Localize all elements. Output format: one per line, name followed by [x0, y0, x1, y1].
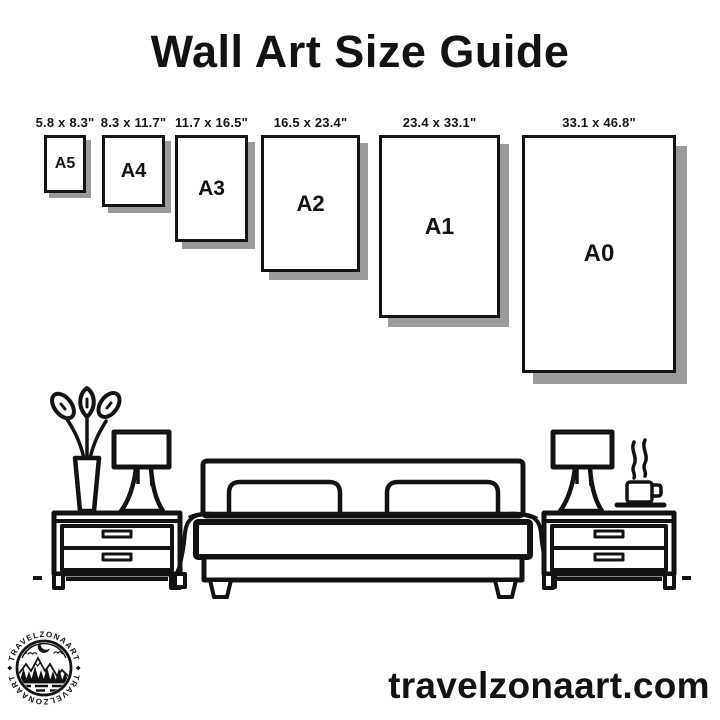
- size-frame-a4: [102, 112, 165, 207]
- size-frame-a2: [261, 112, 360, 272]
- logo-text-bottom: TRAVELZONAART: [6, 673, 82, 707]
- travelzonaart-logo: [2, 624, 86, 712]
- size-frame-a3: [175, 112, 248, 242]
- pillow-right: [387, 482, 498, 514]
- poster-frame-a1: [379, 135, 500, 318]
- mattress: [196, 522, 530, 557]
- size-code-a0: A0: [583, 240, 615, 267]
- page-title: Wall Art Size Guide: [150, 26, 570, 77]
- pillow-left: [229, 482, 340, 514]
- nightstand-right: [544, 513, 674, 588]
- nightstand-left: [54, 513, 180, 588]
- steam: [644, 440, 646, 476]
- poster-frame-a2: [261, 135, 360, 272]
- poster-frame-a4: [102, 135, 165, 207]
- size-code-a4: A4: [120, 159, 147, 182]
- size-frame-a5: [35, 112, 95, 193]
- size-code-a2: A2: [296, 190, 325, 216]
- poster-frame-a5: [44, 135, 86, 193]
- logo-text-top: TRAVELZONAART: [6, 629, 82, 663]
- table-lamp-right: [553, 432, 612, 511]
- double-bed: [175, 461, 555, 597]
- diamond-separator: [7, 666, 12, 671]
- website-url: travelzonaart.com: [388, 665, 710, 706]
- bed-leg: [210, 580, 231, 597]
- size-code-a3: A3: [198, 176, 225, 200]
- bedroom-illustration: [0, 380, 720, 610]
- size-label-a4: 8.3 x 11.7": [100, 115, 167, 130]
- bed-leg: [495, 580, 516, 597]
- size-frame-a0: [522, 112, 676, 373]
- size-label-a3: 11.7 x 16.5": [175, 115, 248, 130]
- size-code-a5: A5: [54, 155, 76, 172]
- size-frame-a1: [379, 112, 500, 318]
- size-label-a5: 5.8 x 8.3": [35, 115, 95, 130]
- table-lamp-left: [114, 432, 169, 511]
- size-code-a1: A1: [424, 213, 455, 239]
- size-label-a0: 33.1 x 46.8": [562, 115, 636, 130]
- size-label-a2: 16.5 x 23.4": [273, 115, 348, 130]
- steam: [633, 442, 635, 478]
- bed-base: [204, 557, 522, 580]
- diamond-separator: [76, 666, 81, 671]
- size-label-a1: 23.4 x 33.1": [402, 115, 477, 130]
- coffee-cup: [617, 440, 664, 505]
- poster-frame-a3: [175, 135, 248, 242]
- poster-frame-a0: [522, 135, 676, 373]
- vase: [75, 458, 99, 511]
